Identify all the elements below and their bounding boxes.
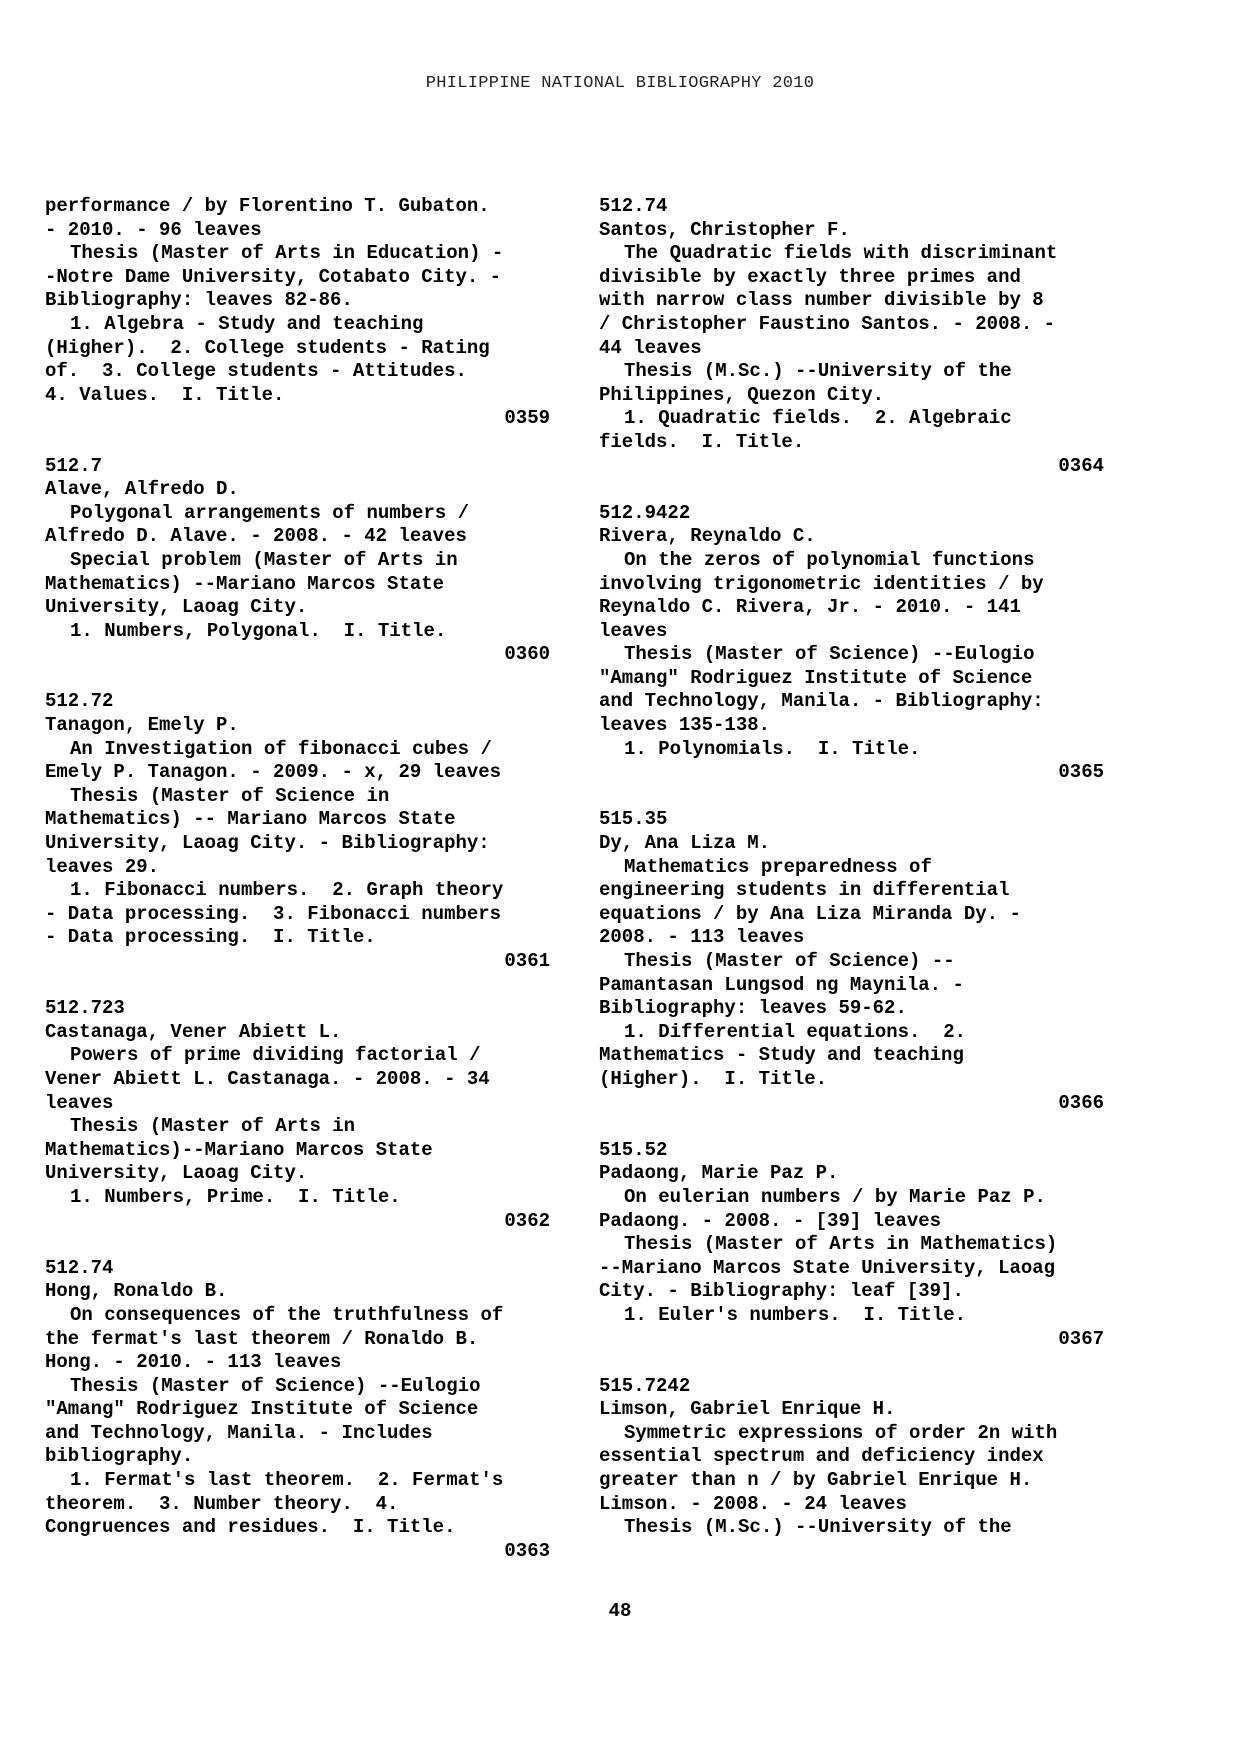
title-statement-line: essential spectrum and deficiency index: [599, 1445, 1044, 1468]
thesis-note-line: Bibliography: leaves 59-62.: [599, 997, 907, 1020]
left-column: [45, 195, 550, 1563]
subject-heading-line: of. 3. College students - Attitudes.: [45, 360, 467, 383]
bibliography-entry: [599, 502, 1104, 785]
call-number: 512.74: [599, 195, 668, 217]
title-statement-line: Vener Abiett L. Castanaga. - 2008. - 34: [45, 1067, 490, 1090]
title-statement-line: 44 leaves: [599, 336, 702, 359]
thesis-note-line: -Notre Dame University, Cotabato City. -: [45, 265, 502, 288]
thesis-note-line: Thesis (Master of Science) --Eulogio: [70, 1374, 481, 1397]
thesis-note-line: bibliography.: [45, 1445, 194, 1468]
subject-heading-line: (Higher). I. Title.: [599, 1067, 828, 1090]
thesis-note-line: Thesis (M.Sc.) --University of the: [624, 1516, 1012, 1539]
title-statement-line: involving trigonometric identities / by: [599, 572, 1044, 595]
call-number: 512.7: [45, 454, 103, 477]
entry-spacer: [45, 1233, 550, 1257]
subject-heading-line: theorem. 3. Number theory. 4.: [45, 1492, 399, 1515]
bibliography-entry: [599, 1139, 1104, 1351]
title-statement-line: Reynaldo C. Rivera, Jr. - 2010. - 141: [599, 596, 1021, 619]
thesis-note-line: Thesis (M.Sc.) --University of the: [624, 360, 1012, 383]
title-statement-line: equations / by Ana Liza Miranda Dy. -: [599, 902, 1021, 925]
entry-number: 0365: [1058, 761, 1104, 784]
call-number: 515.52: [599, 1138, 668, 1161]
thesis-note-line: Pamantasan Lungsod ng Maynila. -: [599, 973, 964, 996]
title-statement-line: greater than n / by Gabriel Enrique H.: [599, 1469, 1033, 1492]
entry-spacer: [599, 478, 1104, 502]
bibliography-entry: [45, 455, 550, 667]
thesis-note-line: and Technology, Manila. - Bibliography:: [599, 690, 1044, 713]
thesis-note-line: Thesis (Master of Arts in: [70, 1115, 356, 1138]
thesis-note-line: Thesis (Master of Arts in Mathematics): [624, 1233, 1058, 1256]
title-statement-line: An Investigation of fibonacci cubes /: [70, 737, 492, 760]
title-statement-line: with narrow class number divisible by 8: [599, 289, 1044, 312]
title-statement-line: Polygonal arrangements of numbers /: [70, 501, 470, 524]
call-number: 512.9422: [599, 501, 691, 524]
thesis-note-line: "Amang" Rodriguez Institute of Science: [599, 666, 1033, 689]
thesis-note-line: Thesis (Master of Arts in Education) -: [70, 242, 504, 265]
entry-spacer: [45, 431, 550, 455]
thesis-note-line: Thesis (Master of Science in: [70, 784, 390, 807]
entry-author: Padaong, Marie Paz P.: [599, 1162, 839, 1185]
entry-spacer: [45, 974, 550, 998]
title-statement-line: The Quadratic fields with discriminant: [624, 242, 1058, 265]
thesis-note-line: leaves 29.: [45, 855, 160, 878]
thesis-note-line: Bibliography: leaves 82-86.: [45, 289, 353, 312]
call-number: 512.723: [45, 997, 125, 1020]
subject-heading-line: fields. I. Title.: [599, 430, 805, 453]
bibliography-entry: [599, 808, 1104, 1115]
thesis-note-line: Mathematics) -- Mariano Marcos State: [45, 808, 456, 831]
entry-author: Dy, Ana Liza M.: [599, 832, 771, 855]
title-statement-line: On eulerian numbers / by Marie Paz P.: [624, 1185, 1046, 1208]
thesis-note-line: --Mariano Marcos State University, Laoag: [599, 1256, 1056, 1279]
entry-spacer: [599, 785, 1104, 809]
subject-heading-line: 1. Polynomials. I. Title.: [624, 737, 921, 760]
subject-heading-line: 1. Fermat's last theorem. 2. Fermat's: [70, 1469, 504, 1492]
title-statement-line: divisible by exactly three primes and: [599, 265, 1021, 288]
entry-number: 0362: [504, 1209, 550, 1232]
call-number: 512.74: [45, 1256, 114, 1279]
bibliography-entry: [599, 195, 1104, 478]
thesis-note-line: Mathematics) --Mariano Marcos State: [45, 572, 445, 595]
subject-heading-line: - Data processing. I. Title.: [45, 926, 376, 949]
entry-number: 0364: [1058, 454, 1104, 477]
subject-heading-line: 1. Euler's numbers. I. Title.: [624, 1303, 967, 1326]
subject-heading-line: 1. Numbers, Prime. I. Title.: [70, 1185, 401, 1208]
bibliography-entry: [599, 1375, 1104, 1540]
entry-number: 0360: [504, 643, 550, 666]
subject-heading-line: 1. Numbers, Polygonal. I. Title.: [70, 619, 447, 642]
subject-heading-line: 1. Differential equations. 2.: [624, 1020, 967, 1043]
thesis-note-line: University, Laoag City.: [45, 1162, 308, 1185]
thesis-note-line: Philippines, Quezon City.: [599, 383, 885, 406]
title-statement-line: 2008. - 113 leaves: [599, 926, 805, 949]
bibliography-entry: [45, 997, 550, 1233]
thesis-note-line: and Technology, Manila. - Includes: [45, 1421, 433, 1444]
entry-author: Rivera, Reynaldo C.: [599, 525, 816, 548]
entry-spacer: [45, 667, 550, 691]
entry-number: 0361: [504, 950, 550, 972]
title-statement-line: Symmetric expressions of order 2n with: [624, 1421, 1058, 1444]
title-statement-line: Padaong. - 2008. - [39] leaves: [599, 1209, 942, 1232]
entry-author: Santos, Christopher F.: [599, 218, 850, 241]
entry-number: 0366: [1058, 1091, 1104, 1114]
thesis-note-line: Thesis (Master of Science) --Eulogio: [624, 643, 1035, 666]
thesis-note-line: "Amang" Rodriguez Institute of Science: [45, 1398, 479, 1421]
subject-heading-line: Mathematics - Study and teaching: [599, 1044, 964, 1067]
entry-number: 0367: [1058, 1327, 1104, 1350]
entry-spacer: [599, 1115, 1104, 1139]
entry-author: Castanaga, Vener Abiett L.: [45, 1020, 342, 1043]
entry-author: Hong, Ronaldo B.: [45, 1280, 228, 1303]
title-statement-line: Powers of prime dividing factorial /: [70, 1044, 481, 1067]
thesis-note-line: Thesis (Master of Science) --: [624, 950, 955, 972]
thesis-note-line: City. - Bibliography: leaf [39].: [599, 1280, 964, 1303]
title-statement-line: Mathematics preparedness of: [624, 855, 932, 878]
entry-author: Tanagon, Emely P.: [45, 714, 239, 737]
title-statement-line: Limson. - 2008. - 24 leaves: [599, 1492, 907, 1515]
bibliography-entry: [45, 1257, 550, 1564]
entry-author: Alave, Alfredo D.: [45, 478, 239, 501]
entry-number: 0359: [504, 407, 550, 430]
entry-number: 0363: [504, 1539, 550, 1562]
call-number: 515.35: [599, 808, 668, 831]
bibliography-entry: [45, 690, 550, 973]
title-statement-line: Emely P. Tanagon. - 2009. - x, 29 leaves: [45, 761, 502, 784]
continued-title-line: performance / by Florentino T. Gubaton.: [45, 195, 490, 217]
thesis-note-line: Mathematics)--Mariano Marcos State: [45, 1138, 433, 1161]
bibliography-entry: [45, 195, 550, 431]
continued-title-line: - 2010. - 96 leaves: [45, 218, 262, 241]
entry-author: Limson, Gabriel Enrique H.: [599, 1398, 896, 1421]
subject-heading-line: (Higher). 2. College students - Rating: [45, 336, 490, 359]
title-statement-line: Alfredo D. Alave. - 2008. - 42 leaves: [45, 525, 467, 548]
page-number: 48: [608, 1600, 632, 1622]
title-statement-line: leaves: [599, 619, 668, 642]
thesis-note-line: University, Laoag City.: [45, 596, 308, 619]
thesis-note-line: Special problem (Master of Arts in: [70, 548, 458, 571]
subject-heading-line: 1. Quadratic fields. 2. Algebraic: [624, 407, 1012, 430]
running-head: PHILIPPINE NATIONAL BIBLIOGRAPHY 2010: [425, 74, 815, 93]
subject-heading-line: 4. Values. I. Title.: [45, 383, 285, 406]
subject-heading-line: - Data processing. 3. Fibonacci numbers: [45, 902, 502, 925]
thesis-note-line: University, Laoag City. - Bibliography:: [45, 832, 490, 855]
right-column: [599, 195, 1104, 1540]
title-statement-line: / Christopher Faustino Santos. - 2008. -: [599, 312, 1056, 335]
call-number: 512.72: [45, 690, 114, 713]
title-statement-line: On consequences of the truthfulness of: [70, 1303, 504, 1326]
subject-heading-line: 1. Algebra - Study and teaching: [70, 312, 424, 335]
thesis-note-line: leaves 135-138.: [599, 714, 771, 737]
title-statement-line: engineering students in differential: [599, 879, 1010, 902]
subject-heading-line: 1. Fibonacci numbers. 2. Graph theory: [70, 879, 504, 902]
title-statement-line: leaves: [45, 1091, 114, 1114]
title-statement-line: the fermat's last theorem / Ronaldo B.: [45, 1327, 479, 1350]
entry-spacer: [599, 1351, 1104, 1375]
title-statement-line: On the zeros of polynomial functions: [624, 548, 1035, 571]
subject-heading-line: Congruences and residues. I. Title.: [45, 1516, 456, 1539]
call-number: 515.7242: [599, 1374, 691, 1397]
title-statement-line: Hong. - 2010. - 113 leaves: [45, 1351, 342, 1374]
